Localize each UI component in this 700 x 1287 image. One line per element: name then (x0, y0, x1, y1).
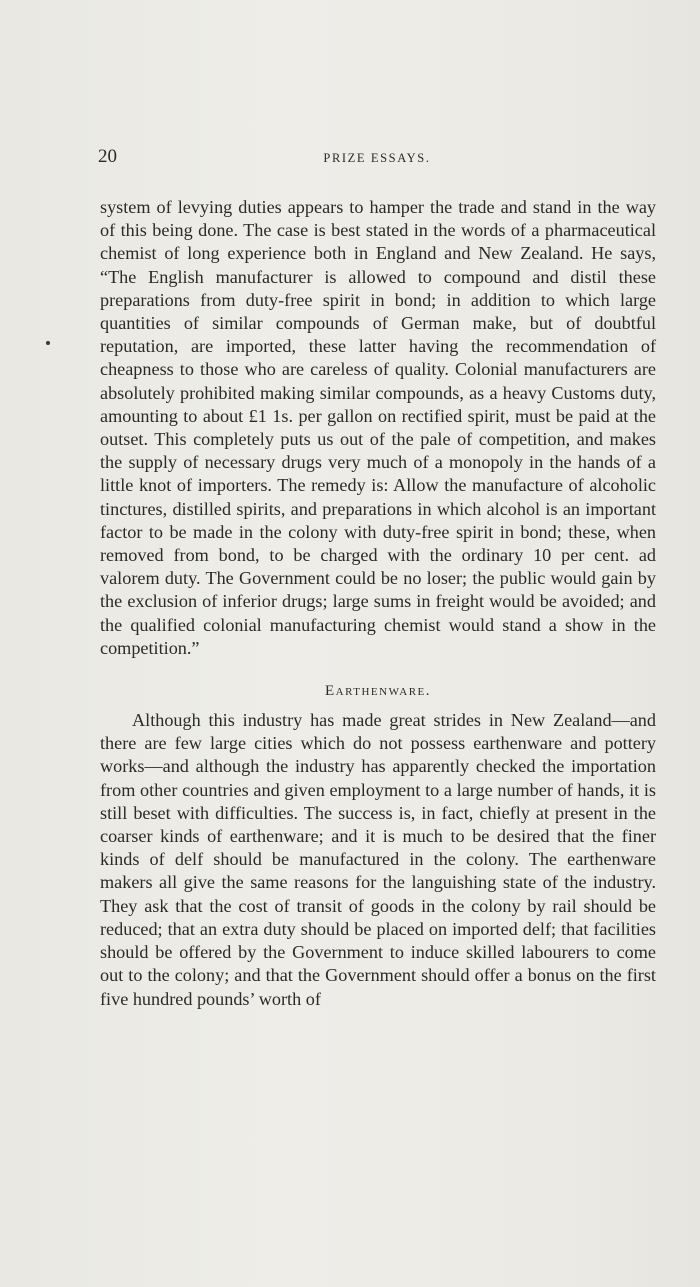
earthenware-paragraph: Although this industry has made great strides in New Zealand—and there are few large cities which do not possess earthenware and pottery works—and although the industry has apparently checked the importation from other countries and given employment to a large number of hands, it is still beset with difficulties. The success is, in fact, chiefly at present in the coarser kinds of earthenware; and it is much to be desired that the finer kinds of delf should be manufactured in the colony. The earthenware makers all give the same reasons for the languishing state of the industry. They ask that the cost of transit of goods in the colony by rail should be reduced; that an extra duty should be placed on imported delf; that facilities should be offered by the Government to induce skilled labourers to come out to the colony; and that the Government should offer a bonus on the first five hundred pounds’ worth of (100, 710, 656, 1009)
stray-ink-mark (46, 341, 50, 345)
continued-paragraph: system of levying duties appears to hamper the trade and stand in the way of this being done. The case is best stated in the words of a pharmaceutical chemist of long experience both in England and New Zealand. He says, “The English manufacturer is allowed to compound and distil these preparations from duty-free spirit in bond; in addition to which large quantities of similar compounds of German make, but of doubtful reputation, are imported, these latter having the recommendation of cheapness to those who are careless of quality. Colonial manufacturers are absolutely prohibited making similar compounds, as a heavy Customs duty, amounting to about £1 1s. per gallon on rectified spirit, must be paid at the outset. This completely puts us out of the pale of competition, and makes the supply of necessary drugs very much of a monopoly in the hands of a little knot of importers. The remedy is: Allow the manufacture of alcoholic tinctures, distilled spirits, and preparations in which alcohol is an important factor to be made in the colony with duty-free spirit in bond; these, when removed from bond, to be charged with the ordinary 10 per cent. ad valorem duty. The Government could be no loser; the public would gain by the exclusion of inferior drugs; large sums in freight would be avoided; and the qualified colonial manufacturing chemist would stand a show in the competition.” (100, 197, 656, 658)
section-heading: Earthenware. (324, 683, 432, 700)
page-body (100, 196, 656, 1011)
running-head: PRIZE ESSAYS. (323, 151, 431, 165)
page-number: 20 (98, 146, 117, 167)
page-header (98, 146, 656, 174)
